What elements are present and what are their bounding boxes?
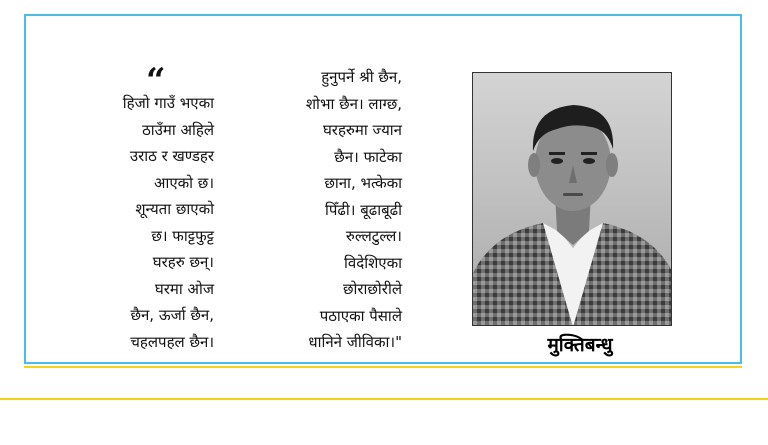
portrait-photo [472, 72, 672, 326]
quote-line: छैन। फाटेका [334, 147, 402, 166]
yellow-divider-bottom [0, 398, 768, 400]
quote-line: पिँढी। बूढाबूढी [325, 200, 402, 219]
quote-line: आएको छ। [154, 173, 214, 192]
quote-line: धानिने जीविका।" [308, 333, 402, 351]
quote-line: छैन, ऊर्जा छैन, [130, 306, 214, 324]
quote-line: पठाएका पैसाले [319, 306, 402, 325]
quote-mark-icon: “ [146, 61, 166, 101]
quote-line: शून्यता छाएको [135, 200, 214, 218]
quote-line: उराठ र खण्डहर [129, 147, 214, 165]
portrait-photo-icon [473, 73, 672, 326]
quote-line: हुनुपर्ने श्री छैन, [321, 68, 402, 86]
quote-line: चहलपहल छैन। [130, 332, 214, 351]
photo-caption: मुक्तिबन्धु [547, 334, 613, 356]
quote-line: घरहरुमा ज्यान [322, 121, 402, 139]
quote-line: हिजो गाउँ भएका [122, 94, 214, 112]
quote-line: घरमा ओज [154, 279, 214, 298]
quote-line: छ। फाट्टफुट्ट [151, 226, 214, 245]
yellow-divider-top [24, 366, 742, 368]
quote-right-column [230, 64, 402, 356]
quote-line: ठाउँमा अहिले [142, 120, 214, 139]
quote-line: रुल्लटुल्ल। [345, 227, 402, 245]
quote-line: छोराछोरीले [342, 280, 402, 298]
quote-line: विदेशिएका [344, 253, 402, 272]
quote-line: घरहरु छन्। [152, 253, 214, 271]
quote-left-column [70, 90, 214, 355]
quote-line: छाना, भत्केका [324, 174, 402, 192]
quote-line: शोभा छैन। लाग्छ, [305, 94, 402, 113]
